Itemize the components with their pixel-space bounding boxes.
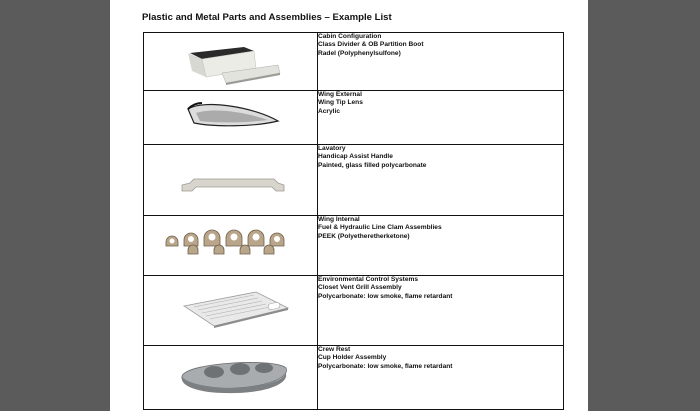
part-image-cell xyxy=(144,33,318,91)
part-image-cell xyxy=(144,346,318,410)
part-description-cell xyxy=(318,91,564,145)
table-row xyxy=(144,33,564,91)
part-name: Cup Holder Assembly xyxy=(318,354,387,362)
part-description-cell xyxy=(318,276,564,346)
vent-grill-icon xyxy=(144,276,317,345)
part-category: Wing Internal xyxy=(318,216,360,223)
table-row xyxy=(144,216,564,276)
part-name: Closet Vent Grill Assembly xyxy=(318,284,402,292)
part-category: Wing External xyxy=(318,91,362,98)
part-image-cell xyxy=(144,216,318,276)
part-name: Fuel & Hydraulic Line Clam Assemblies xyxy=(318,224,442,232)
page-title: Plastic and Metal Parts and Assemblies – Example List xyxy=(142,12,392,23)
wing-tip-lens-icon xyxy=(144,91,317,144)
part-image-cell xyxy=(144,276,318,346)
part-name: Handicap Assist Handle xyxy=(318,153,393,161)
part-image-cell xyxy=(144,145,318,216)
part-material: Radel (Polyphenylsulfone) xyxy=(318,49,401,57)
part-description-cell xyxy=(318,216,564,276)
part-material: Painted, glass filled polycarbonate xyxy=(318,161,427,169)
part-category: Environmental Control Systems xyxy=(318,276,419,283)
part-name: Wing Tip Lens xyxy=(318,99,363,107)
table-row xyxy=(144,145,564,216)
part-category: Lavatory xyxy=(318,145,346,152)
part-name: Class Divider & OB Partition Boot xyxy=(318,41,424,49)
cup-holder-icon xyxy=(144,346,317,409)
part-image-cell xyxy=(144,91,318,145)
part-description-cell xyxy=(318,346,564,410)
part-description-cell xyxy=(318,33,564,91)
parts-table xyxy=(143,32,564,410)
part-material: Polycarbonate: low smoke, flame retardant xyxy=(318,292,453,300)
part-material: Acrylic xyxy=(318,107,340,115)
table-row xyxy=(144,346,564,410)
partition-boot-icon xyxy=(144,33,317,90)
clamp-assemblies-icon xyxy=(144,216,317,275)
table-row xyxy=(144,276,564,346)
assist-handle-icon xyxy=(144,145,317,215)
part-description-cell xyxy=(318,145,564,216)
document-page xyxy=(110,0,588,411)
part-material: Polycarbonate: low smoke, flame retardant xyxy=(318,362,453,370)
table-row xyxy=(144,91,564,145)
part-material: PEEK (Polyetheretherketone) xyxy=(318,232,410,240)
part-category: Cabin Configuration xyxy=(318,33,382,40)
part-category: Crew Rest xyxy=(318,346,351,353)
